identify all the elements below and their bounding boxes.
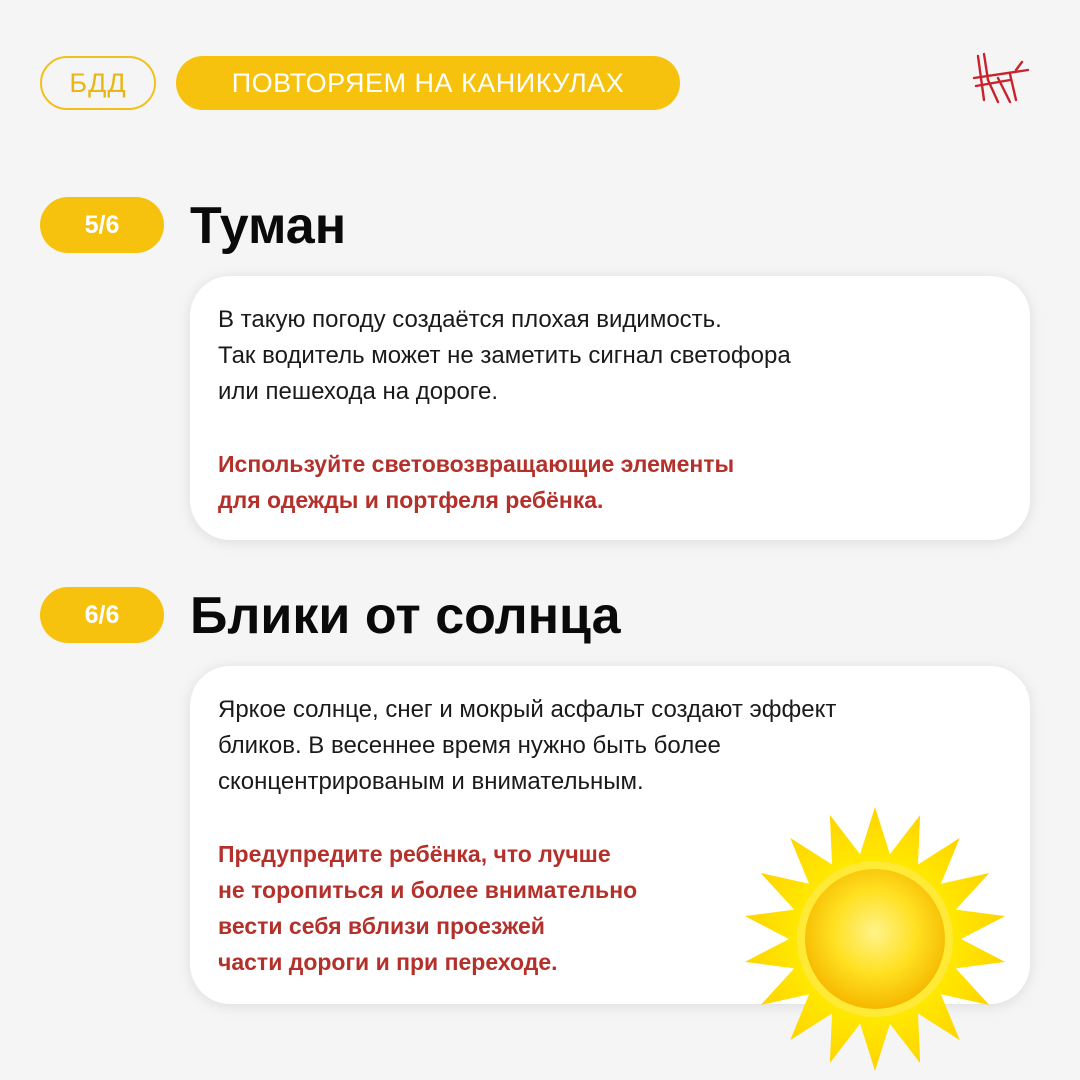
section-badge-5-6: 5/6 — [40, 197, 164, 253]
warning-line: вести себя вблизи проезжей — [218, 913, 545, 939]
body-line: бликов. В весеннее время нужно быть более — [218, 732, 721, 759]
tag-holiday-review: ПОВТОРЯЕМ НА КАНИКУЛАХ — [176, 56, 680, 110]
body-line: В такую погоду создаётся плохая видимость. — [218, 306, 722, 333]
warning-line: не торопиться и более внимательно — [218, 877, 638, 903]
section-badge-6-6: 6/6 — [40, 587, 164, 643]
tag-bdd: БДД — [40, 56, 156, 110]
warning-line: для одежды и портфеля ребёнка. — [218, 487, 604, 513]
warning-line: Используйте световозвращающие элементы — [218, 451, 735, 477]
chair-logo-icon — [970, 50, 1032, 106]
sun-icon — [742, 806, 1008, 1072]
body-line: Так водитель может не заметить сигнал светофора — [218, 342, 791, 369]
body-line: Яркое солнце, снег и мокрый асфальт создают эффект — [218, 696, 837, 723]
fog-card — [190, 276, 1030, 540]
section-title-fog: Туман — [190, 197, 347, 255]
body-line: сконцентрированым и внимательным. — [218, 768, 644, 795]
warning-line: части дороги и при переходе. — [218, 949, 558, 975]
section-title-sun-glare: Блики от солнца — [190, 587, 621, 645]
warning-line: Предупредите ребёнка, что лучше — [218, 841, 611, 867]
body-line: или пешехода на дороге. — [218, 378, 499, 405]
